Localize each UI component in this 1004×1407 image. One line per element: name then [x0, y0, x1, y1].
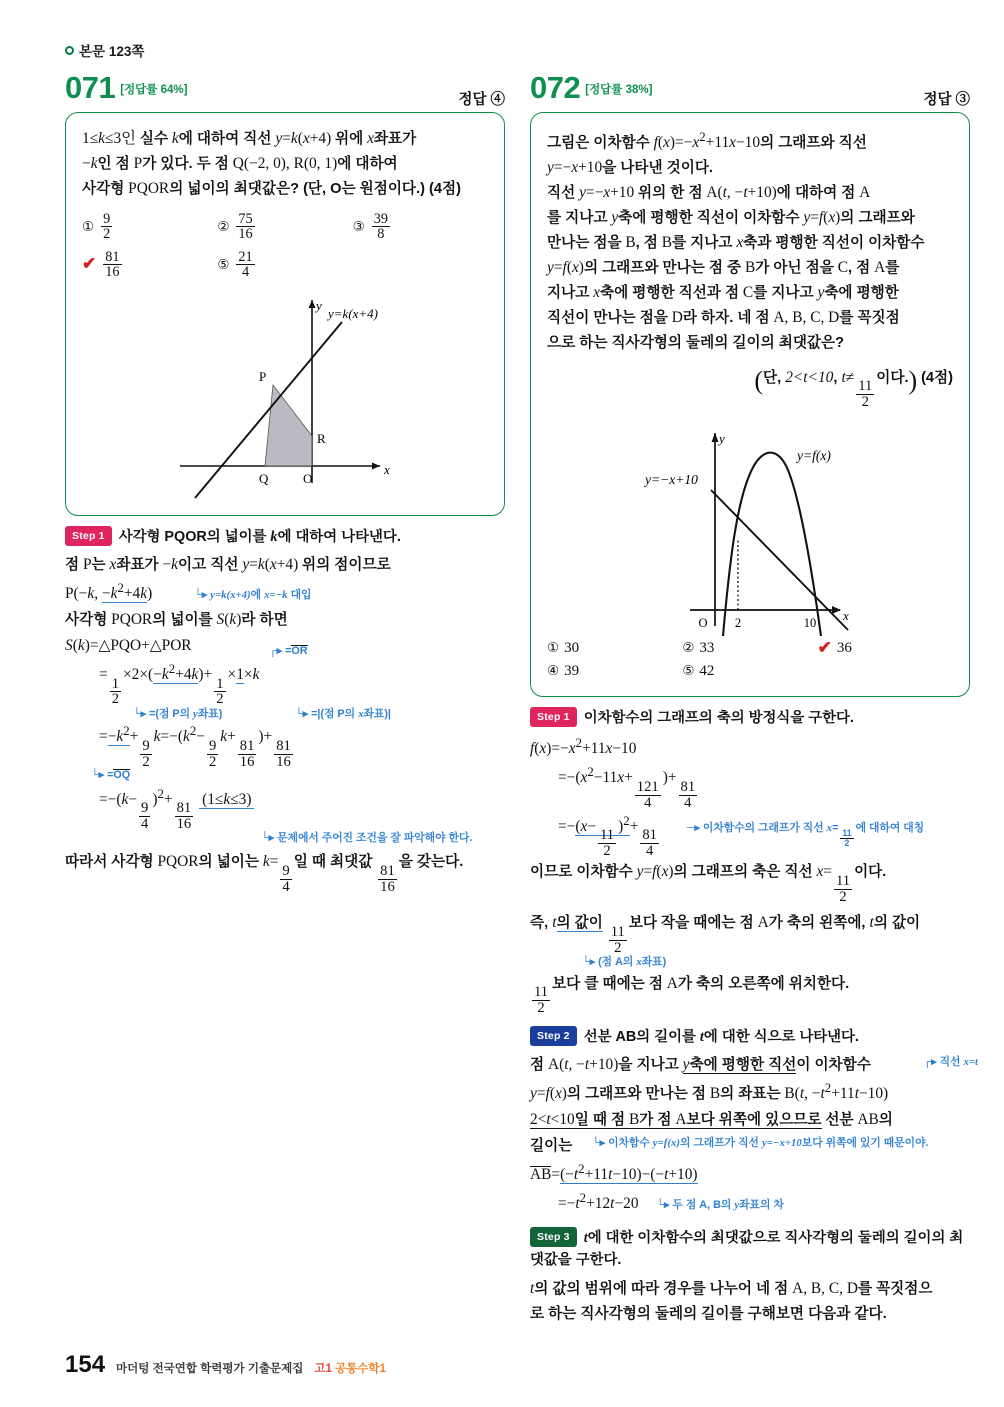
footer-badge: 고1 공통수학1 [314, 1363, 386, 1375]
svg-text:O: O [698, 615, 708, 630]
step-badge: Step 2 [530, 1026, 577, 1046]
fraction-denominator: 16 [105, 264, 120, 281]
problem-072-answer [923, 88, 970, 109]
choice-2[interactable] [682, 640, 817, 657]
svg-text:R: R [317, 430, 326, 446]
choice-value: 30 [564, 639, 580, 656]
svg-text:x: x [384, 461, 390, 477]
choice-4[interactable] [82, 250, 217, 280]
figure-072-svg [605, 418, 895, 638]
choice-row [82, 250, 488, 280]
choice-value: 39 [564, 662, 580, 679]
page-number: 154 [65, 1351, 106, 1378]
problem-071-question-box [65, 112, 505, 516]
problem-072-figure [547, 418, 953, 638]
fraction-denominator: 8 [377, 226, 385, 243]
choice-marker: ⑤ [682, 663, 695, 679]
svg-text:x: x [843, 607, 849, 623]
svg-text:P: P [259, 368, 267, 384]
step-title: t에 대한 이차함수의 최댓값으로 직사각형의 둘레의 길이의 최댓값을 구한다. [530, 1229, 964, 1269]
choice-fraction [372, 212, 390, 242]
choice-fraction [103, 250, 121, 280]
problem-071-figure [82, 288, 488, 503]
choice-marker: ① [82, 218, 95, 234]
choice-value: 33 [699, 639, 715, 656]
problem-072-rate: [정답률 38%] [585, 84, 653, 96]
problem-072-choices [547, 637, 953, 680]
problem-071-step-1 [65, 526, 505, 548]
choice-marker: ① [547, 640, 560, 656]
choice-4[interactable] [547, 663, 682, 680]
answer-value: ④ [490, 92, 505, 108]
problem-072-solution-step2: 점 A(t, −t+10)을 지나고 y축에 평행한 직선이 이차함수 ┌▸ 직선 x=t y=f(x)의 그래프와 만나는 점 B의 좌표는 B(t, $-t^2+11t-10$) 2<t<10일 때 점 B가 점 A보다 위쪽에 있으므로 선분 AB의 길이는 └▸ 이차함수 y=f(x)의 그래프가 직선 y=−x+10보다 위쪽에 있기 때문이야. $AB=(-t^2+11t-10)-(-t+10)$ $=-t^2+12t-20$ └▸ 두 점 A, B의 y좌표의 차 [530, 1052, 970, 1217]
problem-071-question-text: 1≤k≤3인 실수 k에 대하여 직선 y=k(x+4) 위에 x좌표가 −k인 점 P가 있다. 두 점 Q(−2, 0), R(0, 1)에 대하여 사각형 PQOR의 넓이의 최댓값은? (단, O는 원점이다.) (4점) [82, 130, 461, 197]
problem-072-number: 072 [530, 70, 581, 105]
problem-071-number: 071 [65, 70, 116, 105]
problem-071-answer [458, 88, 505, 109]
fraction-denominator: 4 [241, 264, 250, 281]
problem-071-rate: [정답률 64%] [120, 84, 188, 96]
fraction-numerator: 75 [238, 210, 253, 227]
step-badge: Step 1 [530, 707, 577, 727]
source-reference-label: 본문 123쪽 [79, 44, 145, 59]
choice-fraction [236, 212, 254, 242]
choice-row [547, 663, 953, 680]
problem-072-solution-step3: t의 값의 범위에 따라 경우를 나누어 네 점 A, B, C, D를 꼭짓점으 로 하는 직사각형의 둘레의 길이를 구해보면 다음과 같다. [530, 1279, 933, 1323]
annotation-y-diff: └▸ 두 점 A, B의 y좌표의 차 [656, 1199, 784, 1212]
annotation-symmetry: ─▸ 이차함수의 그래프가 직선 x= $\frac{11}{2}$ 에 대하여 대칭 [686, 821, 925, 848]
problem-072-step-1 [530, 707, 970, 729]
step-badge: Step 3 [530, 1227, 577, 1247]
svg-text:Q: Q [259, 470, 269, 486]
choice-marker: ③ [352, 218, 365, 234]
choice-3[interactable] [817, 637, 953, 657]
answer-label: 정답 [923, 92, 952, 108]
choice-fraction [101, 212, 112, 242]
problem-071 [65, 72, 505, 894]
fraction-denominator: 2 [103, 226, 111, 243]
svg-text:y=−x+10: y=−x+10 [645, 471, 698, 487]
choice-marker: ⑤ [217, 256, 230, 272]
annotation-oq: └▸ =OQ [91, 768, 131, 781]
annotation-a-x: └▸ (점 A의 x좌표) [582, 955, 667, 968]
choice-marker: ④ [547, 663, 560, 679]
fraction-numerator: 21 [238, 248, 253, 265]
choice-row [82, 212, 488, 242]
problem-072-step-2 [530, 1026, 970, 1048]
annotation-or: ┌▸ =OR [269, 644, 308, 657]
svg-text:y=k(x+4): y=k(x+4) [328, 305, 379, 321]
svg-text:2: 2 [734, 615, 742, 630]
page-footer [65, 1351, 386, 1379]
svg-text:y=f(x): y=f(x) [797, 447, 831, 463]
step-badge: Step 1 [65, 526, 112, 546]
figure-071-svg [160, 288, 410, 503]
answer-value: ③ [955, 92, 970, 108]
choice-marker: ② [217, 218, 230, 234]
choice-1[interactable] [547, 640, 682, 657]
answer-label: 정답 [458, 92, 487, 108]
problem-072-header [530, 72, 970, 112]
problem-072-question-text: 그림은 이차함수 $f(x)=-x^2+11x-10$의 그래프와 직선 y=−x+10을 나타낸 것이다. 직선 y=−x+10 위의 한 점 A(t, −t+10)에 대하여 점 A 를 지나고 y축에 평행한 직선이 이차함수 y=f(x)의 그래프와 만나는 점을 B, 점 B를 지나고 x축과 평행한 직선이 이차함수 y=f(x)의 그래프와 만나는 점 중 B가 아닌 점을 C, 점 A를 지나고 x축에 평행한 직선과 점 C를 지나고 y축에 평행한 직선이 만나는 점을 D라 하자. 네 점 A, B, C, D를 꼭짓점 으로 하는 직사각형의 둘레의 길이의 최댓값은? (단, 2<t<10, t≠ $\frac{11}{2}$ 이다.) (4점) [547, 130, 953, 411]
footer-text: 마더텅 전국연합 학력평가 기출문제집 [116, 1363, 304, 1375]
annotation-condition: └▸ 문제에서 주어진 조건을 잘 파악해야 한다. [261, 832, 473, 845]
svg-text:10: 10 [803, 615, 817, 630]
fraction-numerator: 81 [105, 248, 120, 265]
problem-071-header [65, 72, 505, 112]
choice-value: 36 [836, 639, 852, 656]
fraction-denominator: 16 [238, 226, 253, 243]
problem-072-condition: (단, 2<t<10, t≠ $\frac{11}{2}$ 이다.) (4점) [754, 365, 953, 411]
choice-2[interactable] [217, 212, 352, 242]
choice-3[interactable] [353, 212, 488, 242]
choice-row [547, 637, 953, 657]
step-title: 사각형 PQOR의 넓이를 k에 대하여 나타낸다. [118, 528, 401, 545]
step-title: 선분 AB의 길이를 t에 대한 식으로 나타낸다. [583, 1028, 859, 1045]
annotation-p-x: └▸ =|(점 P의 x좌표)| [295, 708, 391, 721]
problem-072-step-3 [530, 1227, 970, 1272]
svg-text:y: y [316, 297, 322, 313]
ring-icon [65, 46, 74, 55]
choice-5[interactable] [217, 250, 352, 280]
choice-5[interactable] [682, 663, 817, 680]
problem-071-solution: 점 P는 x좌표가 −k이고 직선 y=k(x+4) 위의 점이므로 P(−k, $-k^2+4k$) └▸ y=k(x+4)에 x=−k 대입 사각형 PQOR의 넓이를 S(k)라 하면 S(k)=△PQO+△POR ┌▸ =OR = $\frac{1}{2}$ $\times 2\times(-k^2+4k)+$ $\frac{1}{2}$ ×1×k └▸ =(점 P의 y좌표) └▸ =|(점 P의 x좌표)| $=-k^2+$ $\frac{9}{2}$ $k=-(k^2-$ $\frac{9}{2}$ k+ $\frac{81}{16}$ )+ $\frac{81}{16}$ └▸ =OQ =−(k− $\frac{9}{4}$ )$^2$+ $\frac{81}{16}$ (1≤k≤3) └▸ 문제에서 주어진 조건을 잘 파악해야 한다. 따라서 사각형 PQOR의 넓이는 k= $\frac{9}{4}$ 일 때 최댓값 $\frac{81}{16}$ 을 갖는다. [65, 556, 473, 895]
problem-071-choices [82, 212, 488, 280]
selected-answer-check-icon: ✔ [82, 254, 97, 274]
choice-1[interactable] [82, 212, 217, 242]
step-title: 이차함수의 그래프의 축의 방정식을 구한다. [583, 709, 854, 726]
fraction-numerator: 9 [103, 210, 111, 227]
annotation-substitute: └▸ y=k(x+4)에 x=−k 대입 [194, 589, 312, 602]
problem-072-question-box [530, 112, 970, 697]
svg-text:y: y [719, 430, 725, 446]
choice-fraction [236, 250, 254, 280]
annotation-above-line: └▸ 이차함수 y=f(x)의 그래프가 직선 y=−x+10보다 위쪽에 있기 때문이야. [592, 1137, 929, 1150]
source-reference [65, 40, 144, 60]
problem-072-solution-step1: $f(x)=-x^2+11x-10$ $=-(x^2-11x+$ $\frac{121}{4}$ )+ $\frac{81}{4}$ =−(x− $\frac{11}{2}$ )$^2$+ $\frac{81}{4}$ ─▸ 이차함수의 그래프가 직선 x= $\frac{11}{2}$ 에 대하여 대칭 이므로 이차함수 y=f(x)의 그래프의 축은 직선 x= $\frac{11}{2}$ 이다. 즉, t의 값이 $\frac{11}{2}$ 보다 작을 때에는 점 A가 축의 왼쪽에, t의 값이 └▸ (점 A의 x좌표) $\frac{11}{2}$ 보다 클 때에는 점 A가 축의 오른쪽에 위치한다. [530, 736, 925, 1017]
svg-text:O: O [303, 470, 313, 486]
fraction-numerator: 39 [373, 210, 388, 227]
annotation-line-x-t: ┌▸ 직선 x=t [923, 1056, 978, 1069]
choice-marker: ② [682, 640, 695, 656]
problem-072 [530, 70, 978, 1327]
annotation-p-y: └▸ =(점 P의 y좌표) [133, 708, 223, 721]
choice-value: 42 [699, 662, 715, 679]
selected-answer-check-icon: ✔ [817, 637, 832, 657]
